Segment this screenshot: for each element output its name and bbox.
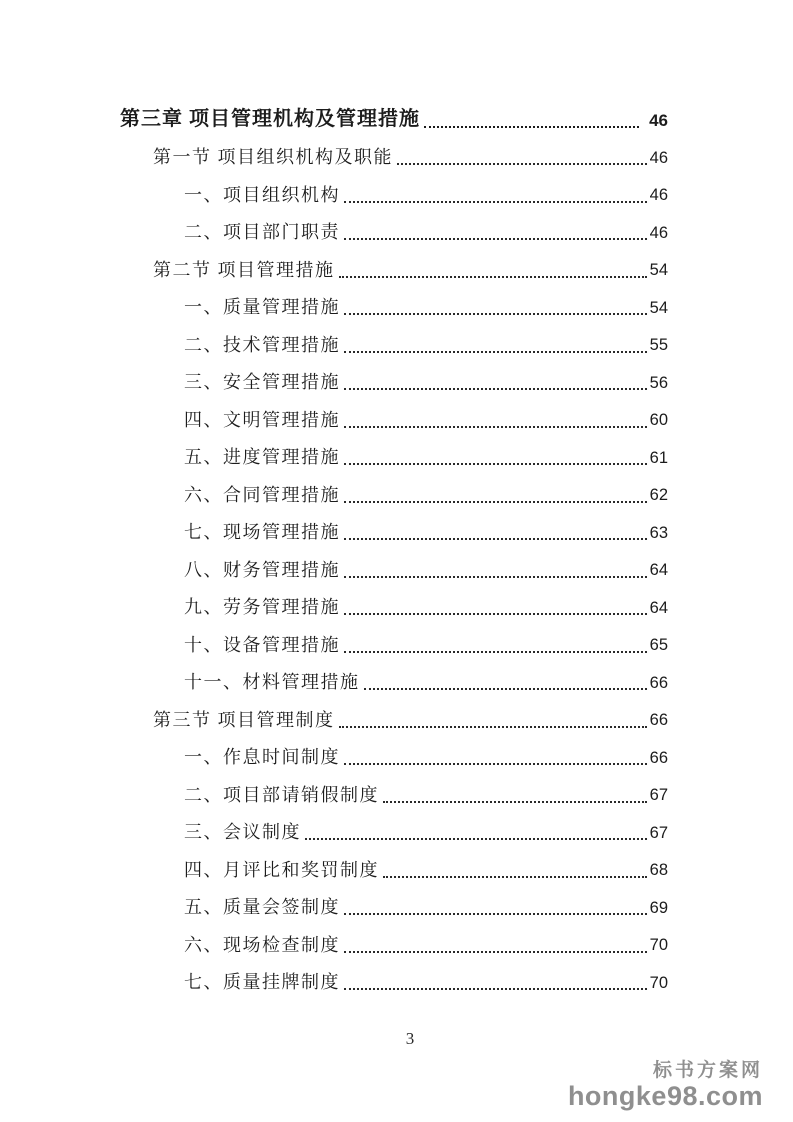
toc-entry-page: 46 [649,110,668,130]
toc-entry-page: 68 [649,861,668,879]
toc-entry [120,474,668,512]
toc-entry-title: 四、文明管理措施 [184,409,340,430]
toc-entry [120,549,668,587]
toc-entry-page: 67 [649,823,668,842]
toc-entry-page: 56 [649,373,668,392]
toc-entry-title: 第二节 项目管理措施 [153,259,335,280]
toc-entry-page: 69 [649,898,668,917]
toc-entry [120,849,668,887]
toc-entry [120,924,668,962]
toc-entry-page: 66 [649,711,668,729]
toc-entry-title: 四、月评比和奖罚制度 [184,859,379,880]
toc-entry-page: 66 [649,748,668,767]
toc-dot-leader [344,426,647,428]
toc-entry-title: 二、技术管理措施 [184,334,340,355]
toc-dot-leader [344,463,647,465]
toc-entry-title: 第三节 项目管理制度 [153,709,335,730]
toc-entry [120,212,668,250]
toc-dot-leader [344,763,647,765]
toc-dot-leader [344,388,647,390]
toc-entry-title: 七、现场管理措施 [184,522,340,542]
toc-entry-title: 二、项目部请销假制度 [184,784,379,805]
toc-dot-leader [344,238,647,240]
toc-entry-title: 十、设备管理措施 [184,634,340,655]
toc-dot-leader [344,988,647,990]
toc-entry [120,662,668,700]
toc-entry-title: 三、会议制度 [184,822,301,842]
toc-entry-page: 70 [649,936,668,954]
toc-entry-page: 64 [649,561,668,579]
toc-dot-leader [344,576,647,578]
toc-entry [120,587,668,625]
toc-entry [120,324,668,362]
toc-dot-leader [397,163,647,165]
toc-entry-page: 46 [649,186,668,204]
watermark-site-url: hongke98.com [567,1081,763,1111]
toc-list [120,99,668,999]
toc-entry-title: 二、项目部门职责 [184,222,340,242]
toc-entry-page: 66 [649,673,668,692]
toc-entry [120,624,668,662]
toc-entry-page: 64 [649,598,668,617]
toc-entry [120,774,668,812]
toc-entry-title: 五、进度管理措施 [184,447,340,467]
footer-page-number: 3 [405,1029,415,1048]
toc-dot-leader [344,313,647,315]
toc-entry-title: 七、质量挂牌制度 [184,972,340,992]
toc-dot-leader [424,126,639,128]
toc-entry [120,399,668,437]
watermark-site-name: 标书方案网 [652,1060,763,1081]
toc-entry-title: 六、现场检查制度 [184,934,340,955]
toc-entry-title: 六、合同管理措施 [184,484,340,505]
toc-entry-title: 一、作息时间制度 [184,747,340,767]
toc-dot-leader [305,838,647,840]
toc-entry [120,737,668,775]
toc-entry [120,362,668,400]
toc-dot-leader [344,951,647,953]
toc-entry-page: 54 [649,298,668,317]
toc-dot-leader [344,351,647,353]
toc-entry [120,249,668,287]
toc-entry-page: 46 [649,148,668,167]
toc-dot-leader [383,876,647,878]
toc-entry [120,962,668,1000]
toc-entry-page: 61 [649,448,668,467]
toc-entry-title: 第一节 项目组织机构及职能 [153,147,393,167]
toc-entry [120,137,668,175]
toc-entry-page: 60 [649,411,668,429]
toc-dot-leader [339,726,647,728]
toc-dot-leader [344,651,647,653]
toc-entry-page: 62 [649,486,668,504]
toc-entry-page: 54 [649,261,668,279]
toc-entry-title: 九、劳务管理措施 [184,597,340,617]
toc-entry [120,99,668,137]
watermark [568,1059,763,1110]
toc-entry-title: 三、安全管理措施 [184,372,340,392]
toc-dot-leader [344,913,647,915]
toc-dot-leader [364,688,647,690]
toc-dot-leader [339,276,647,278]
toc-entry [120,437,668,475]
toc-entry-title: 八、财务管理措施 [184,559,340,580]
toc-entry-title: 十一、材料管理措施 [184,672,360,692]
toc-entry [120,512,668,550]
toc-entry [120,699,668,737]
toc-dot-leader [344,613,647,615]
toc-entry [120,812,668,850]
toc-entry-page: 70 [649,973,668,992]
toc-entry [120,287,668,325]
toc-dot-leader [344,201,647,203]
toc-entry-page: 67 [649,786,668,804]
toc-entry-page: 55 [649,336,668,354]
toc-entry-title: 一、质量管理措施 [184,297,340,317]
toc-entry [120,174,668,212]
toc-entry-page: 63 [649,523,668,542]
toc-entry-title: 五、质量会签制度 [184,897,340,917]
toc-entry-page: 46 [649,223,668,242]
toc-dot-leader [344,538,647,540]
toc-entry-title: 一、项目组织机构 [184,184,340,205]
toc-dot-leader [344,501,647,503]
toc-entry [120,887,668,925]
toc-entry-page: 65 [649,636,668,654]
toc-entry-title: 第三章 项目管理机构及管理措施 [120,107,420,130]
toc-dot-leader [383,801,647,803]
